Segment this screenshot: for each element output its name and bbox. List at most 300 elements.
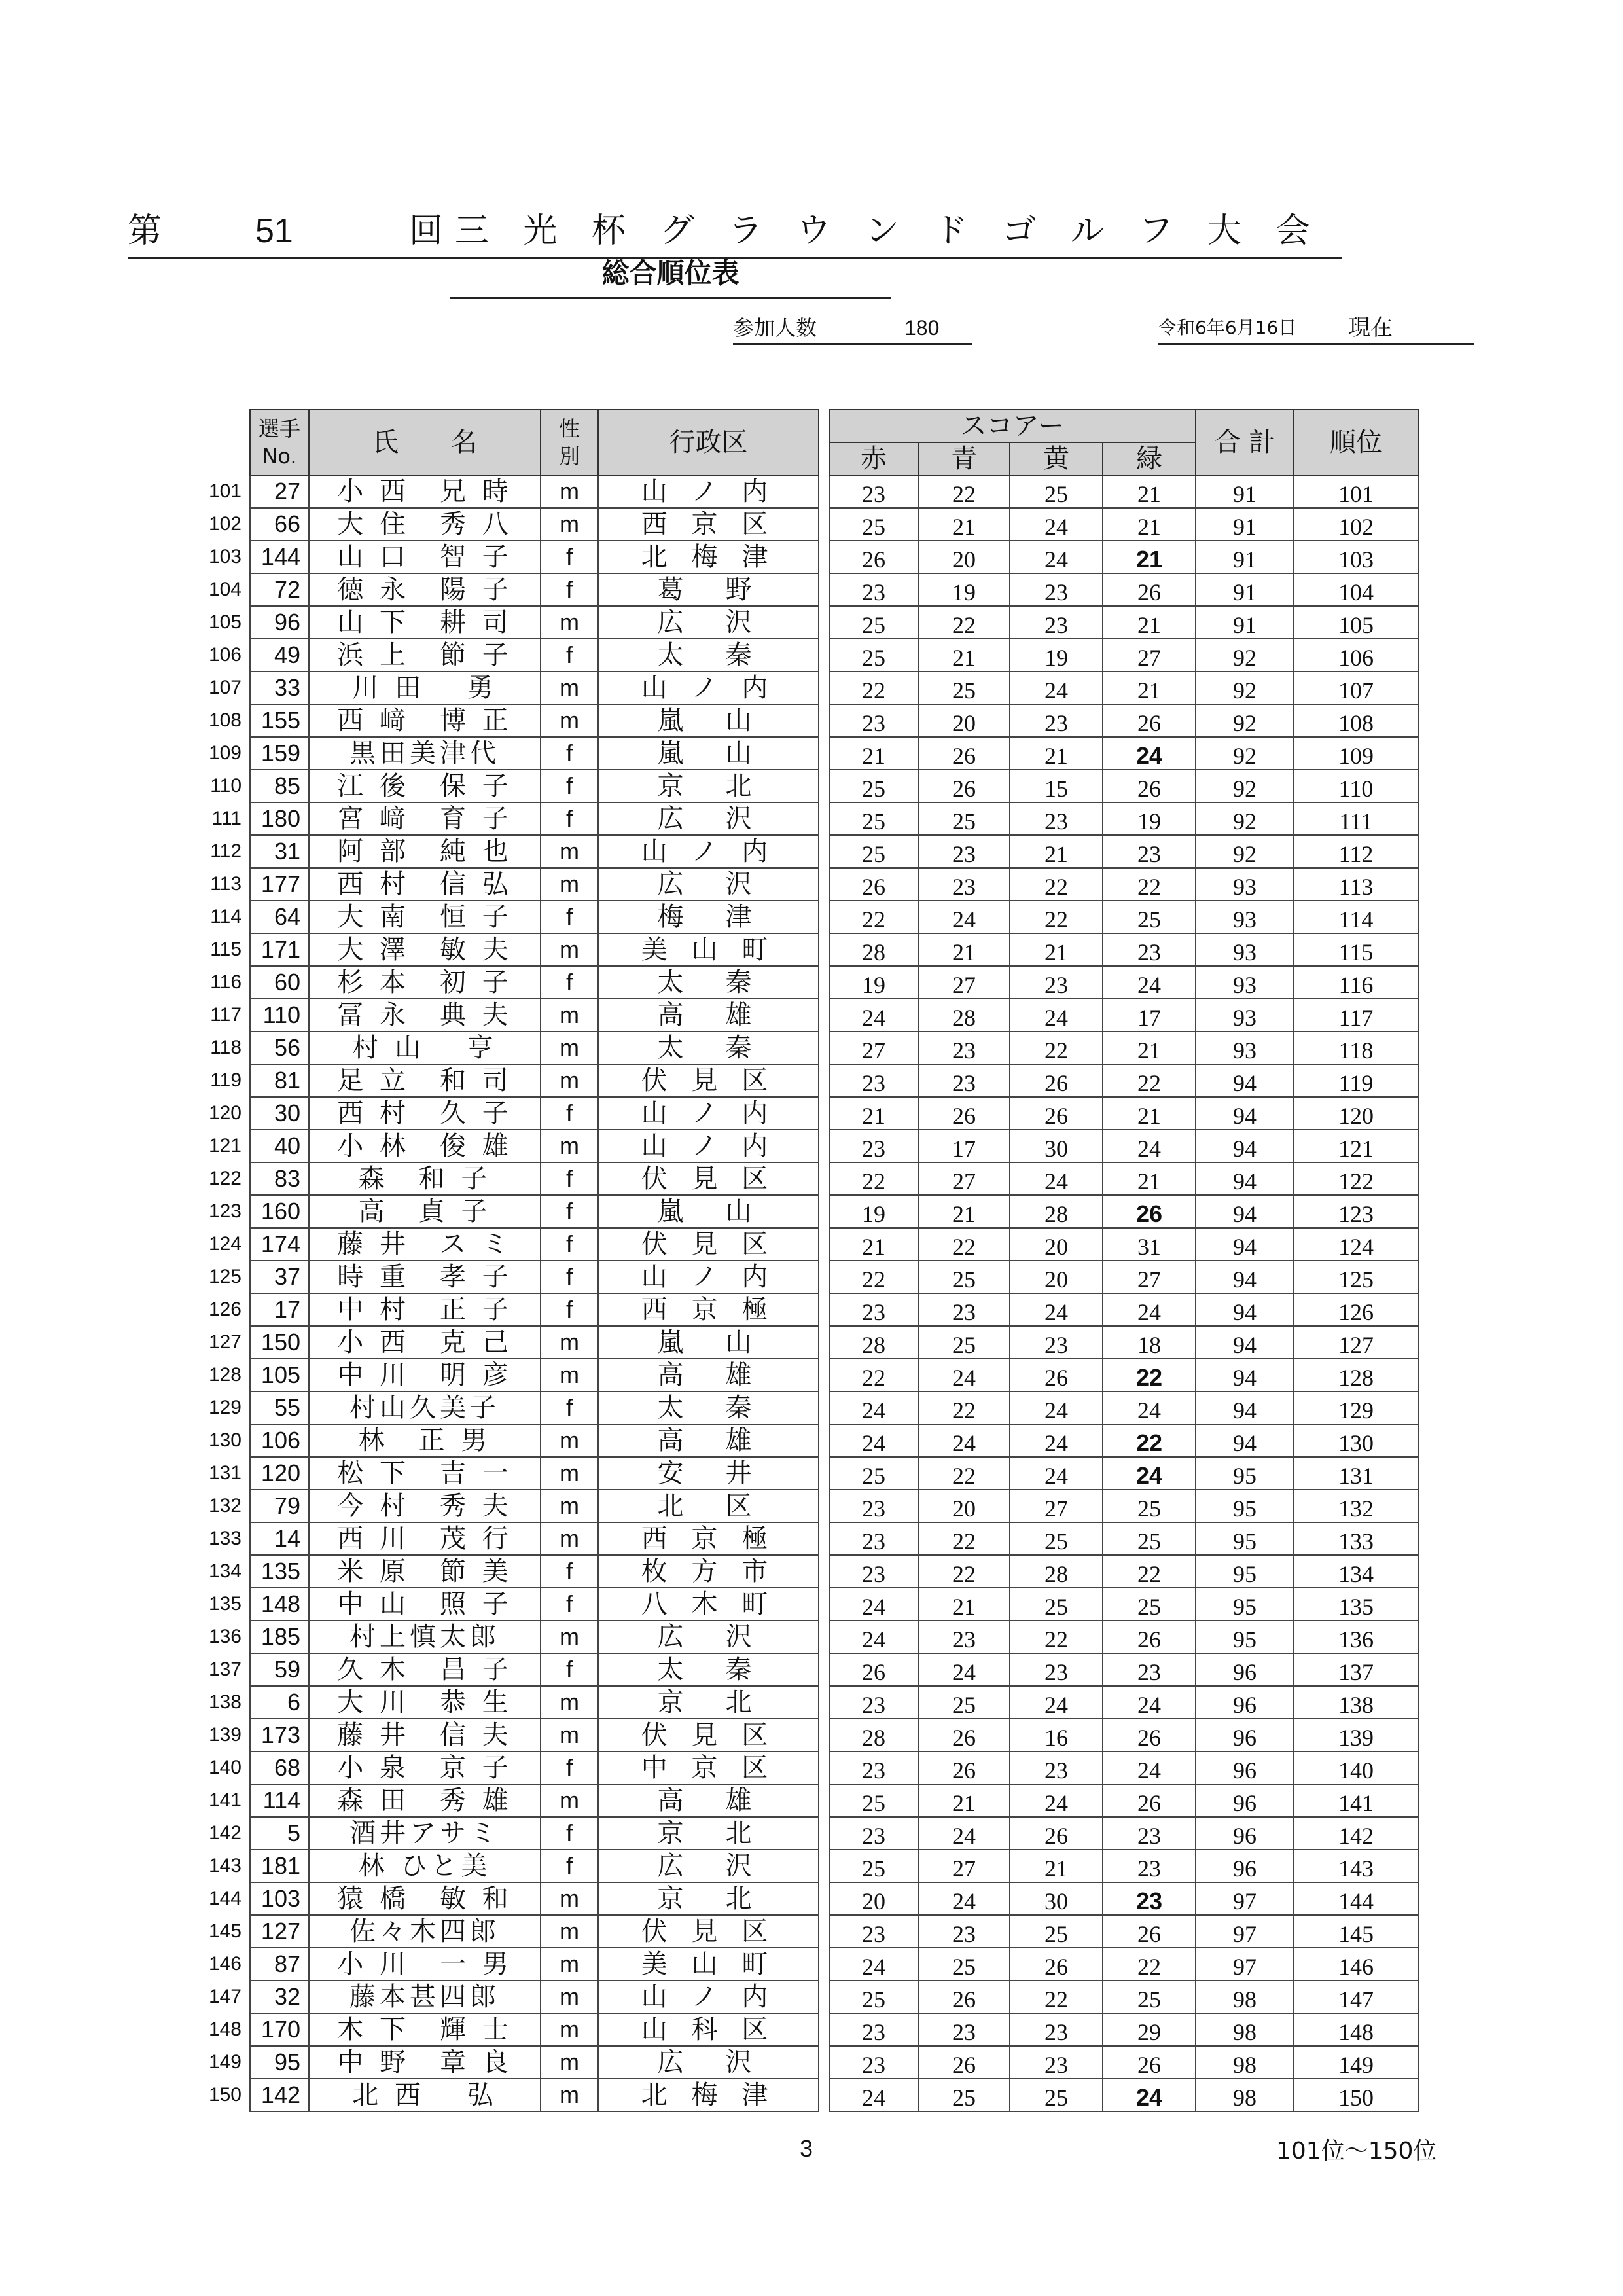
player-name: 阿 部 純 也 xyxy=(309,835,541,868)
player-ward: 北 梅 津 xyxy=(598,2079,819,2111)
score-blue: 20 xyxy=(918,704,1010,737)
score-yellow: 30 xyxy=(1010,1130,1103,1162)
player-number: 105 xyxy=(250,1359,309,1391)
player-ward: 伏 見 区 xyxy=(598,1228,819,1261)
player-sex: f xyxy=(541,737,598,770)
score-red: 28 xyxy=(829,933,918,966)
score-blue: 20 xyxy=(918,541,1010,573)
player-sex: m xyxy=(541,2046,598,2079)
score-yellow: 25 xyxy=(1010,1522,1103,1555)
table-row xyxy=(196,1130,1418,1162)
player-rank: 140 xyxy=(1294,1751,1418,1784)
row-position: 120 xyxy=(208,1102,241,1124)
score-blue: 21 xyxy=(918,639,1010,672)
score-red: 19 xyxy=(829,966,918,999)
score-red: 26 xyxy=(829,1653,918,1686)
player-rank: 110 xyxy=(1294,770,1418,802)
player-number: 181 xyxy=(250,1850,309,1882)
col-player-no-line1: 選手 xyxy=(258,416,300,441)
player-sex: f xyxy=(541,1653,598,1686)
score-red: 25 xyxy=(829,1784,918,1817)
player-name: 藤 井 信 夫 xyxy=(309,1719,541,1751)
col-yellow: 黄 xyxy=(1010,442,1103,475)
player-rank: 102 xyxy=(1294,508,1418,541)
player-number: 142 xyxy=(250,2079,309,2111)
player-name: 徳 永 陽 子 xyxy=(309,573,541,606)
player-rank: 104 xyxy=(1294,573,1418,606)
player-ward: 山 ノ 内 xyxy=(598,475,819,508)
row-position: 135 xyxy=(208,1593,241,1615)
score-green: 23 xyxy=(1103,933,1196,966)
row-position: 106 xyxy=(208,644,241,666)
player-sex: m xyxy=(541,1686,598,1719)
table-row xyxy=(196,1653,1418,1686)
player-rank: 101 xyxy=(1294,475,1418,508)
player-ward: 太 秦 xyxy=(598,639,819,672)
player-sex: f xyxy=(541,1162,598,1195)
row-position: 102 xyxy=(208,513,241,535)
score-total: 97 xyxy=(1196,1882,1294,1915)
score-red: 23 xyxy=(829,1555,918,1588)
player-rank: 146 xyxy=(1294,1948,1418,1981)
player-sex: m xyxy=(541,704,598,737)
player-sex: m xyxy=(541,999,598,1031)
player-ward: 山 ノ 内 xyxy=(598,1261,819,1293)
player-name: 大 住 秀 八 xyxy=(309,508,541,541)
player-number: 103 xyxy=(250,1882,309,1915)
player-rank: 135 xyxy=(1294,1588,1418,1621)
score-yellow: 16 xyxy=(1010,1719,1103,1751)
table-row xyxy=(196,1686,1418,1719)
col-player-no xyxy=(250,410,309,475)
player-number: 31 xyxy=(250,835,309,868)
player-number: 96 xyxy=(250,606,309,639)
table-row xyxy=(196,999,1418,1031)
score-yellow: 23 xyxy=(1010,2046,1103,2079)
player-rank: 149 xyxy=(1294,2046,1418,2079)
player-sex: m xyxy=(541,1882,598,1915)
score-blue: 25 xyxy=(918,802,1010,835)
score-red: 23 xyxy=(829,1915,918,1948)
score-yellow: 24 xyxy=(1010,508,1103,541)
player-number: 37 xyxy=(250,1261,309,1293)
table-row xyxy=(196,1228,1418,1261)
score-total: 94 xyxy=(1196,1064,1294,1097)
player-name: 猿 橋 敏 和 xyxy=(309,1882,541,1915)
player-rank: 142 xyxy=(1294,1817,1418,1850)
score-green: 21 xyxy=(1103,1097,1196,1130)
score-blue: 24 xyxy=(918,1653,1010,1686)
score-blue: 25 xyxy=(918,1326,1010,1359)
player-number: 180 xyxy=(250,802,309,835)
score-green: 24 xyxy=(1103,737,1196,770)
table-row xyxy=(196,2013,1418,2046)
player-ward: 山 ノ 内 xyxy=(598,1130,819,1162)
player-rank: 120 xyxy=(1294,1097,1418,1130)
table-row xyxy=(196,835,1418,868)
row-position: 134 xyxy=(208,1560,241,1582)
player-rank: 107 xyxy=(1294,672,1418,704)
score-yellow: 24 xyxy=(1010,999,1103,1031)
player-name: 今 村 秀 夫 xyxy=(309,1490,541,1522)
score-yellow: 22 xyxy=(1010,1031,1103,1064)
player-number: 14 xyxy=(250,1522,309,1555)
score-green: 24 xyxy=(1103,2079,1196,2111)
score-green: 21 xyxy=(1103,475,1196,508)
player-number: 185 xyxy=(250,1621,309,1653)
score-blue: 21 xyxy=(918,1588,1010,1621)
score-yellow: 24 xyxy=(1010,541,1103,573)
score-green: 27 xyxy=(1103,639,1196,672)
player-number: 56 xyxy=(250,1031,309,1064)
score-blue: 23 xyxy=(918,2013,1010,2046)
player-rank: 136 xyxy=(1294,1621,1418,1653)
table-row xyxy=(196,1981,1418,2013)
player-number: 49 xyxy=(250,639,309,672)
score-red: 21 xyxy=(829,1097,918,1130)
score-yellow: 19 xyxy=(1010,639,1103,672)
score-red: 25 xyxy=(829,508,918,541)
score-blue: 21 xyxy=(918,1195,1010,1228)
score-green: 22 xyxy=(1103,1359,1196,1391)
score-total: 95 xyxy=(1196,1588,1294,1621)
score-blue: 25 xyxy=(918,672,1010,704)
row-position: 138 xyxy=(208,1691,241,1713)
score-red: 28 xyxy=(829,1719,918,1751)
col-sex-line2: 別 xyxy=(558,444,580,469)
table-row xyxy=(196,475,1418,508)
score-yellow: 20 xyxy=(1010,1228,1103,1261)
row-position: 142 xyxy=(208,1822,241,1844)
title-row xyxy=(128,208,1342,259)
score-red: 23 xyxy=(829,1490,918,1522)
player-rank: 150 xyxy=(1294,2079,1418,2111)
player-ward: 山 科 区 xyxy=(598,2013,819,2046)
player-name: 山 下 耕 司 xyxy=(309,606,541,639)
score-yellow: 23 xyxy=(1010,606,1103,639)
col-sex-line1: 性 xyxy=(558,416,580,441)
player-name: 高 貞 子 xyxy=(309,1195,541,1228)
score-total: 91 xyxy=(1196,475,1294,508)
player-ward: 高 雄 xyxy=(598,1784,819,1817)
player-name: 松 下 吉 一 xyxy=(309,1457,541,1490)
row-position: 131 xyxy=(208,1462,241,1484)
player-rank: 108 xyxy=(1294,704,1418,737)
row-position: 126 xyxy=(208,1299,241,1320)
score-yellow: 24 xyxy=(1010,1293,1103,1326)
score-red: 22 xyxy=(829,1261,918,1293)
score-green: 18 xyxy=(1103,1326,1196,1359)
score-red: 24 xyxy=(829,2079,918,2111)
player-number: 40 xyxy=(250,1130,309,1162)
table-row xyxy=(196,573,1418,606)
table-row xyxy=(196,672,1418,704)
col-ward: 行政区 xyxy=(598,410,819,475)
subtitle: 総合順位表 xyxy=(450,255,891,299)
player-rank: 133 xyxy=(1294,1522,1418,1555)
player-rank: 148 xyxy=(1294,2013,1418,2046)
player-sex: m xyxy=(541,1948,598,1981)
score-yellow: 24 xyxy=(1010,1162,1103,1195)
player-name: 浜 上 節 子 xyxy=(309,639,541,672)
score-total: 94 xyxy=(1196,1162,1294,1195)
as-of-label: 現在 xyxy=(1348,315,1393,341)
score-green: 22 xyxy=(1103,868,1196,901)
table-row xyxy=(196,1621,1418,1653)
player-rank: 117 xyxy=(1294,999,1418,1031)
score-red: 24 xyxy=(829,999,918,1031)
table-row xyxy=(196,1391,1418,1424)
col-player-no-line2: No. xyxy=(262,444,297,469)
score-green: 23 xyxy=(1103,1850,1196,1882)
score-total: 92 xyxy=(1196,770,1294,802)
player-sex: m xyxy=(541,508,598,541)
player-sex: m xyxy=(541,1359,598,1391)
score-red: 23 xyxy=(829,1293,918,1326)
score-green: 26 xyxy=(1103,1621,1196,1653)
player-sex: f xyxy=(541,1228,598,1261)
player-ward: 安 井 xyxy=(598,1457,819,1490)
player-number: 72 xyxy=(250,573,309,606)
player-number: 150 xyxy=(250,1326,309,1359)
score-yellow: 26 xyxy=(1010,1817,1103,1850)
player-rank: 124 xyxy=(1294,1228,1418,1261)
player-sex: m xyxy=(541,1490,598,1522)
score-green: 23 xyxy=(1103,1653,1196,1686)
score-total: 98 xyxy=(1196,2046,1294,2079)
player-ward: 広 沢 xyxy=(598,802,819,835)
player-sex: m xyxy=(541,1784,598,1817)
score-blue: 25 xyxy=(918,1686,1010,1719)
table-row xyxy=(196,802,1418,835)
score-green: 25 xyxy=(1103,1588,1196,1621)
score-green: 29 xyxy=(1103,2013,1196,2046)
score-total: 96 xyxy=(1196,1751,1294,1784)
score-total: 97 xyxy=(1196,1915,1294,1948)
player-name: 西 﨑 博 正 xyxy=(309,704,541,737)
player-rank: 139 xyxy=(1294,1719,1418,1751)
row-position: 148 xyxy=(208,2018,241,2040)
player-number: 79 xyxy=(250,1490,309,1522)
row-position: 144 xyxy=(208,1888,241,1909)
player-name: 山 口 智 子 xyxy=(309,541,541,573)
score-yellow: 24 xyxy=(1010,672,1103,704)
table-row xyxy=(196,1784,1418,1817)
player-name: 冨 永 典 夫 xyxy=(309,999,541,1031)
score-blue: 24 xyxy=(918,1817,1010,1850)
player-ward: 北 梅 津 xyxy=(598,541,819,573)
player-number: 55 xyxy=(250,1391,309,1424)
row-position: 110 xyxy=(210,775,241,797)
player-number: 155 xyxy=(250,704,309,737)
player-ward: 山 ノ 内 xyxy=(598,672,819,704)
table-row xyxy=(196,1817,1418,1850)
row-position: 123 xyxy=(208,1200,241,1222)
table-row xyxy=(196,966,1418,999)
score-total: 96 xyxy=(1196,1653,1294,1686)
player-ward: 嵐 山 xyxy=(598,1195,819,1228)
score-yellow: 26 xyxy=(1010,1097,1103,1130)
score-red: 25 xyxy=(829,1981,918,2013)
score-green: 26 xyxy=(1103,1719,1196,1751)
score-green: 21 xyxy=(1103,508,1196,541)
player-name: 小 林 俊 雄 xyxy=(309,1130,541,1162)
player-number: 171 xyxy=(250,933,309,966)
player-sex: f xyxy=(541,1817,598,1850)
table-row xyxy=(196,901,1418,933)
table-header xyxy=(196,410,1418,475)
score-yellow: 24 xyxy=(1010,1424,1103,1457)
table-row xyxy=(196,1490,1418,1522)
col-sex xyxy=(541,410,598,475)
row-position: 122 xyxy=(208,1168,241,1189)
player-ward: 伏 見 区 xyxy=(598,1162,819,1195)
table-row xyxy=(196,1195,1418,1228)
row-position: 109 xyxy=(208,742,241,764)
player-sex: m xyxy=(541,606,598,639)
score-red: 23 xyxy=(829,2013,918,2046)
score-total: 96 xyxy=(1196,1719,1294,1751)
score-total: 92 xyxy=(1196,737,1294,770)
score-total: 93 xyxy=(1196,933,1294,966)
player-number: 144 xyxy=(250,541,309,573)
table-body xyxy=(196,475,1418,2111)
player-name: 北 西 弘 xyxy=(309,2079,541,2111)
score-red: 24 xyxy=(829,1588,918,1621)
player-sex: f xyxy=(541,770,598,802)
score-yellow: 23 xyxy=(1010,802,1103,835)
player-sex: f xyxy=(541,966,598,999)
player-name: 西 川 茂 行 xyxy=(309,1522,541,1555)
player-number: 173 xyxy=(250,1719,309,1751)
player-name: 中 川 明 彦 xyxy=(309,1359,541,1391)
score-yellow: 25 xyxy=(1010,1915,1103,1948)
score-blue: 19 xyxy=(918,573,1010,606)
table-row xyxy=(196,1162,1418,1195)
player-sex: m xyxy=(541,2013,598,2046)
player-rank: 147 xyxy=(1294,1981,1418,2013)
player-sex: f xyxy=(541,1261,598,1293)
score-blue: 26 xyxy=(918,1751,1010,1784)
score-total: 92 xyxy=(1196,802,1294,835)
player-number: 135 xyxy=(250,1555,309,1588)
score-green: 25 xyxy=(1103,1522,1196,1555)
score-red: 22 xyxy=(829,1162,918,1195)
player-rank: 119 xyxy=(1294,1064,1418,1097)
player-name: 小 泉 京 子 xyxy=(309,1751,541,1784)
score-red: 21 xyxy=(829,1228,918,1261)
player-ward: 広 沢 xyxy=(598,868,819,901)
player-sex: f xyxy=(541,1588,598,1621)
player-name: 西 村 信 弘 xyxy=(309,868,541,901)
score-yellow: 23 xyxy=(1010,704,1103,737)
participants-count: 180 xyxy=(904,316,940,340)
player-sex: f xyxy=(541,1751,598,1784)
player-name: 大 澤 敏 夫 xyxy=(309,933,541,966)
player-rank: 132 xyxy=(1294,1490,1418,1522)
player-ward: 西 京 区 xyxy=(598,508,819,541)
player-ward: 京 北 xyxy=(598,1686,819,1719)
score-green: 26 xyxy=(1103,1915,1196,1948)
player-ward: 八 木 町 xyxy=(598,1588,819,1621)
table-row xyxy=(196,1097,1418,1130)
score-green: 19 xyxy=(1103,802,1196,835)
score-green: 24 xyxy=(1103,1751,1196,1784)
score-red: 23 xyxy=(829,1064,918,1097)
player-name: 米 原 節 美 xyxy=(309,1555,541,1588)
table-row xyxy=(196,704,1418,737)
player-rank: 141 xyxy=(1294,1784,1418,1817)
score-red: 23 xyxy=(829,1817,918,1850)
player-sex: m xyxy=(541,1522,598,1555)
table-row xyxy=(196,1424,1418,1457)
title-prefix: 第 xyxy=(128,211,162,251)
score-blue: 27 xyxy=(918,1850,1010,1882)
player-name: 藤 井 ス ミ xyxy=(309,1228,541,1261)
date-label: 令和6年6月16日 xyxy=(1158,317,1297,338)
score-green: 27 xyxy=(1103,1261,1196,1293)
player-rank: 123 xyxy=(1294,1195,1418,1228)
player-rank: 114 xyxy=(1294,901,1418,933)
score-yellow: 25 xyxy=(1010,2079,1103,2111)
score-green: 21 xyxy=(1103,1031,1196,1064)
player-sex: m xyxy=(541,835,598,868)
table-row xyxy=(196,1064,1418,1097)
player-ward: 太 秦 xyxy=(598,1653,819,1686)
player-sex: m xyxy=(541,1031,598,1064)
score-green: 25 xyxy=(1103,1981,1196,2013)
player-rank: 128 xyxy=(1294,1359,1418,1391)
col-score: スコアー xyxy=(829,410,1196,442)
row-position: 128 xyxy=(208,1364,241,1386)
score-yellow: 28 xyxy=(1010,1555,1103,1588)
player-number: 5 xyxy=(250,1817,309,1850)
player-rank: 118 xyxy=(1294,1031,1418,1064)
score-blue: 24 xyxy=(918,901,1010,933)
player-ward: 北 区 xyxy=(598,1490,819,1522)
player-ward: 山 ノ 内 xyxy=(598,1981,819,2013)
score-red: 23 xyxy=(829,1522,918,1555)
row-position: 130 xyxy=(208,1429,241,1451)
player-name: 江 後 保 子 xyxy=(309,770,541,802)
score-yellow: 25 xyxy=(1010,1588,1103,1621)
score-red: 23 xyxy=(829,1751,918,1784)
score-total: 95 xyxy=(1196,1490,1294,1522)
score-blue: 27 xyxy=(918,1162,1010,1195)
player-name: 時 重 孝 子 xyxy=(309,1261,541,1293)
score-green: 21 xyxy=(1103,672,1196,704)
score-red: 23 xyxy=(829,2046,918,2079)
player-name: 中 村 正 子 xyxy=(309,1293,541,1326)
score-total: 91 xyxy=(1196,573,1294,606)
player-ward: 高 雄 xyxy=(598,1359,819,1391)
player-name: 川 田 勇 xyxy=(309,672,541,704)
table-row xyxy=(196,1359,1418,1391)
score-total: 92 xyxy=(1196,672,1294,704)
player-ward: 高 雄 xyxy=(598,999,819,1031)
score-total: 95 xyxy=(1196,1457,1294,1490)
player-number: 30 xyxy=(250,1097,309,1130)
table-row xyxy=(196,1293,1418,1326)
score-green: 21 xyxy=(1103,1162,1196,1195)
player-name: 木 下 輝 士 xyxy=(309,2013,541,2046)
as-of-date xyxy=(1158,313,1474,345)
score-yellow: 22 xyxy=(1010,901,1103,933)
page-number: 3 xyxy=(800,2135,813,2162)
player-name: 村 山 亨 xyxy=(309,1031,541,1064)
score-green: 26 xyxy=(1103,2046,1196,2079)
player-sex: f xyxy=(541,573,598,606)
